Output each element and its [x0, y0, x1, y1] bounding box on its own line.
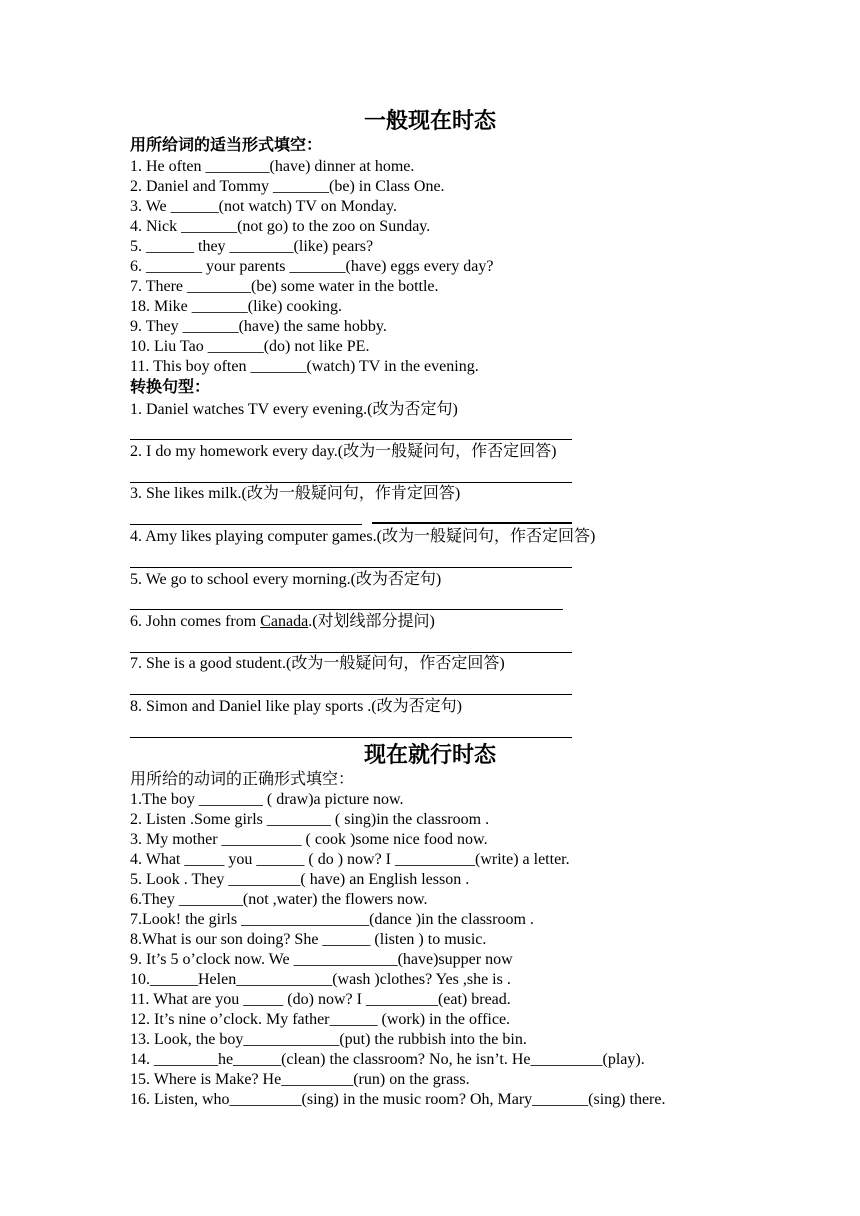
item6-before: 6. John comes from [130, 613, 261, 630]
fill-heading: 用所给词的适当形式填空： [130, 137, 323, 154]
transform-item: 2. I do my homework every day.(改为一般疑问句，作否定回答) [130, 443, 557, 460]
fill-item: 9. They _______(have) the same hobby. [130, 318, 387, 335]
fill-item: 5. ______ they ________(like) pears? [130, 238, 374, 255]
answer-line [130, 652, 572, 653]
exercise-item: 8.What is our son doing? She ______ (listen ) to music. [130, 931, 487, 948]
fill-item: 18. Mike _______(like) cooking. [130, 298, 342, 315]
exercise-item: 7.Look! the girls ________________(dance )in the classroom . [130, 911, 534, 928]
fill-item: 7. There ________(be) some water in the bottle. [130, 278, 439, 295]
exercise-item: 1.The boy ________ ( draw)a picture now. [130, 791, 404, 808]
exercise-item: 16. Listen, who_________(sing) in the music room? Oh, Mary_______(sing) there. [130, 1091, 666, 1108]
fill-item: 3. We ______(not watch) TV on Monday. [130, 198, 397, 215]
section2-heading: 用所给的动词的正确形式填空： [130, 771, 355, 788]
answer-line [130, 567, 572, 568]
exercise-item: 4. What _____ you ______ ( do ) now? I __________(write) a letter. [130, 851, 570, 868]
answer-line [130, 482, 572, 483]
transform-item: 1. Daniel watches TV every evening.(改为否定句) [130, 401, 458, 418]
transform-item: 7. She is a good student.(改为一般疑问句，作否定回答) [130, 655, 505, 672]
fill-item: 6. _______ your parents _______(have) eggs every day? [130, 258, 494, 275]
exercise-item: 12. It’s nine o’clock. My father______ (work) in the office. [130, 1011, 511, 1028]
fill-item: 2. Daniel and Tommy _______(be) in Class One. [130, 178, 445, 195]
exercise-item: 13. Look, the boy____________(put) the rubbish into the bin. [130, 1031, 527, 1048]
section1-title: 一般现在时态 [363, 108, 496, 133]
answer-line [372, 522, 572, 524]
exercise-item: 14. ________he______(clean) the classroom? No, he isn’t. He_________(play). [130, 1051, 645, 1068]
exercise-item: 9. It’s 5 o’clock now. We _____________(have)supper now [130, 951, 513, 968]
fill-item: 11. This boy often _______(watch) TV in the evening. [130, 358, 479, 375]
transform-heading: 转换句型： [130, 379, 211, 396]
section2-title: 现在就行时态 [363, 742, 496, 767]
transform-item: 3. She likes milk.(改为一般疑问句，作肯定回答) [130, 485, 461, 502]
transform-item: 5. We go to school every morning.(改为否定句) [130, 571, 442, 588]
exercise-item: 10.______Helen____________(wash )clothes? Yes ,she is . [130, 971, 511, 988]
answer-line [130, 694, 572, 695]
fill-item: 10. Liu Tao _______(do) not like PE. [130, 338, 370, 355]
transform-item-6 [130, 612, 435, 632]
exercise-item: 11. What are you _____ (do) now? I _________(eat) bread. [130, 991, 511, 1008]
exercise-item: 5. Look . They _________( have) an English lesson . [130, 871, 470, 888]
fill-item: 4. Nick _______(not go) to the zoo on Sunday. [130, 218, 431, 235]
answer-line [130, 609, 563, 610]
item6-after: .(对划线部分提问) [308, 613, 435, 630]
exercise-item: 3. My mother __________ ( cook )some nice food now. [130, 831, 488, 848]
exercise-item: 6.They ________(not ,water) the flowers now. [130, 891, 428, 908]
fill-item: 1. He often ________(have) dinner at home. [130, 158, 415, 175]
exercise-item: 2. Listen .Some girls ________ ( sing)in the classroom . [130, 811, 490, 828]
answer-line [130, 439, 572, 440]
item6-underlined: Canada [260, 613, 309, 630]
answer-line [130, 524, 362, 525]
transform-item: 4. Amy likes playing computer games.(改为一般疑问句，作否定回答) [130, 528, 596, 545]
transform-item: 8. Simon and Daniel like play sports .(改为否定句) [130, 698, 462, 715]
exercise-item: 15. Where is Make? He_________(run) on the grass. [130, 1071, 470, 1088]
